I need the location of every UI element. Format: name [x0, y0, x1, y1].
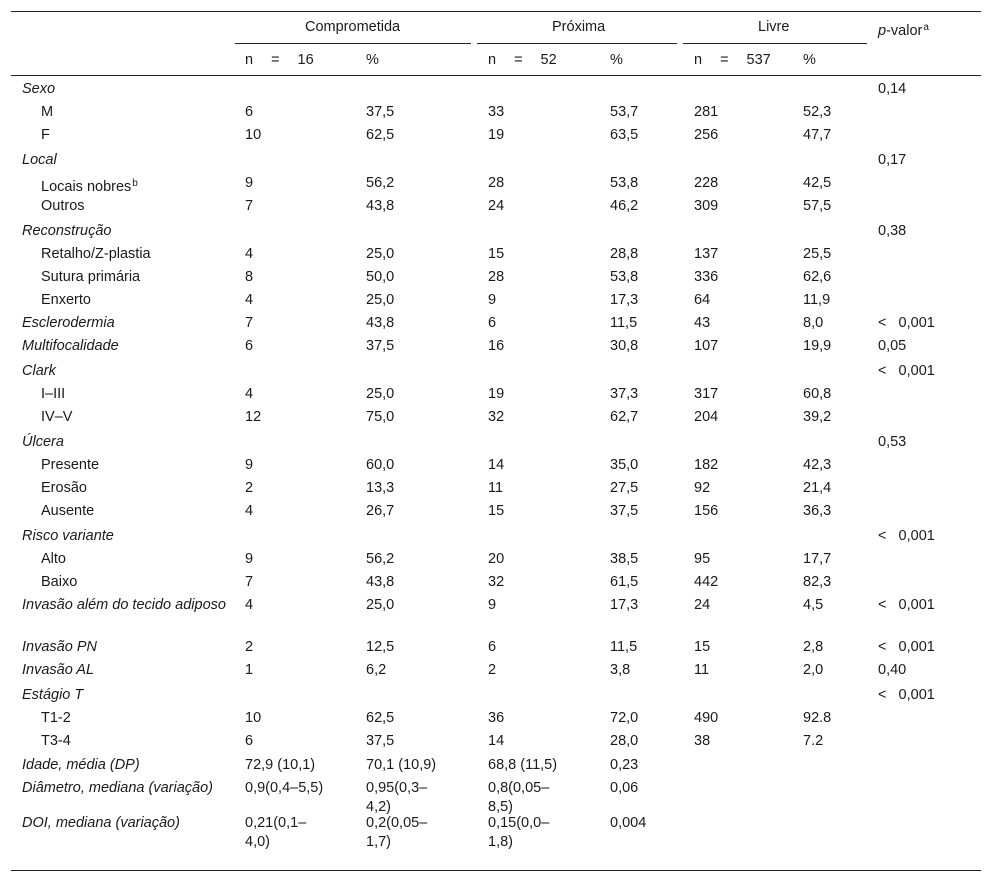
table-cell: 9: [245, 551, 254, 567]
col-group-proxima: Próxima: [552, 19, 606, 35]
table-cell: 14: [488, 733, 505, 749]
table-cell: 0,23: [610, 757, 639, 773]
table-cell: 11: [488, 480, 504, 496]
row-label-text: Reconstrução: [22, 223, 112, 239]
row-label: [41, 268, 140, 287]
row-label: [22, 433, 64, 452]
table-cell: 92.8: [803, 710, 832, 726]
table-cell: 9: [245, 457, 254, 473]
table-cell: 7.2: [803, 733, 824, 749]
table-cell: 1: [245, 662, 254, 678]
row-label: [41, 732, 71, 751]
table-cell: 0,95(0,3–4,2): [366, 780, 428, 815]
row-label: [41, 103, 53, 122]
p-value-cell: < 0,001: [878, 315, 935, 331]
row-label-text: T3-4: [41, 733, 71, 749]
table-cell: 9: [245, 175, 254, 191]
table-cell: 37,3: [610, 386, 639, 402]
row-label: [22, 362, 56, 381]
table-cell: 62,6: [803, 269, 832, 285]
table-cell: 6: [245, 338, 254, 354]
table-cell: 0,15(0,0–1,8): [488, 815, 550, 850]
table-cell: 26,7: [366, 503, 395, 519]
row-label-text: Esclerodermia: [22, 315, 115, 331]
table-cell: 27,5: [610, 480, 639, 496]
table-cell: 10: [245, 710, 262, 726]
p-value-cell: 0,40: [878, 662, 907, 678]
table-cell: 19: [488, 127, 505, 143]
table-cell: 2,8: [803, 639, 824, 655]
table-cell: 21,4: [803, 480, 832, 496]
table-cell: 63,5: [610, 127, 639, 143]
row-label-text: Estágio T: [22, 687, 84, 703]
table-cell: 53,7: [610, 104, 639, 120]
table-cell: 64: [694, 292, 711, 308]
row-label-text: IV–V: [41, 409, 73, 425]
row-label-text: I–III: [41, 386, 66, 402]
table-cell: 107: [694, 338, 719, 354]
row-label: [41, 126, 50, 145]
table-cell: 37,5: [366, 104, 395, 120]
row-label: [22, 638, 97, 657]
table-cell: 281: [694, 104, 719, 120]
table-cell: 6: [245, 104, 254, 120]
table-cell: 24: [694, 597, 711, 613]
table-cell: 28,8: [610, 246, 639, 262]
table-cell: 25,0: [366, 246, 395, 262]
table-cell: 6: [245, 733, 254, 749]
p-value-cell: 0,14: [878, 81, 907, 97]
p-value-cell: 0,17: [878, 152, 907, 168]
n-header-proxima: n = 52: [488, 52, 557, 68]
row-label-text: Alto: [41, 551, 66, 567]
footnote-marker: b: [132, 178, 138, 189]
row-label-text: Risco variante: [22, 528, 114, 544]
table-cell: 35,0: [610, 457, 639, 473]
table-cell: 36: [488, 710, 505, 726]
row-label: [41, 408, 72, 427]
table-cell: 2: [488, 662, 497, 678]
table-cell: 28: [488, 175, 505, 191]
table-cell: 7: [245, 574, 254, 590]
table-cell: 60,0: [366, 457, 395, 473]
row-label: [41, 291, 91, 310]
table-cell: 4: [245, 292, 254, 308]
row-label-text: Locais nobres: [41, 179, 132, 195]
table-cell: 6: [488, 639, 497, 655]
row-label: [22, 314, 115, 333]
row-label: [41, 573, 77, 592]
row-label: [22, 756, 140, 775]
row-label-text: Úlcera: [22, 434, 64, 450]
table-cell: 442: [694, 574, 719, 590]
p-value-cell: < 0,001: [878, 597, 935, 613]
table-cell: 28: [488, 269, 505, 285]
row-label-text: Multifocalidade: [22, 338, 119, 354]
table-cell: 256: [694, 127, 719, 143]
table-cell: 317: [694, 386, 719, 402]
row-label-text: Clark: [22, 363, 56, 379]
p-value-cell: 0,53: [878, 434, 907, 450]
row-label-text: Invasão além do tecido adiposo: [22, 597, 226, 613]
row-label: [22, 779, 227, 798]
table-cell: 46,2: [610, 198, 639, 214]
table-cell: 309: [694, 198, 719, 214]
table-cell: 6: [488, 315, 497, 331]
table-cell: 15: [694, 639, 711, 655]
table-cell: 92: [694, 480, 711, 496]
p-value-cell: < 0,001: [878, 363, 935, 379]
table-cell: 43,8: [366, 574, 395, 590]
table-cell: 4,5: [803, 597, 824, 613]
row-label: [22, 527, 114, 546]
row-label-text: Idade, média (DP): [22, 757, 140, 773]
row-label: [22, 661, 94, 680]
table-cell: 43,8: [366, 198, 395, 214]
table-cell: 33: [488, 104, 505, 120]
table-cell: 70,1 (10,9): [366, 757, 437, 773]
col-pvalue-header: p-valor$^a$: [878, 22, 929, 39]
table-cell: 42,3: [803, 457, 832, 473]
table-cell: 0,8(0,05–8,5): [488, 780, 550, 815]
row-label-text: Sutura primária: [41, 269, 141, 285]
row-label: [22, 80, 55, 99]
pct-header-comprometida: %: [366, 52, 379, 68]
row-label: [41, 385, 65, 404]
table-cell: 490: [694, 710, 719, 726]
table-cell: 9: [488, 597, 497, 613]
table-cell: 37,5: [366, 733, 395, 749]
table-cell: 50,0: [366, 269, 395, 285]
table-cell: 137: [694, 246, 719, 262]
table-cell: 61,5: [610, 574, 639, 590]
table-cell: 11,9: [803, 292, 831, 308]
row-label-text: Baixo: [41, 574, 78, 590]
table-cell: 57,5: [803, 198, 832, 214]
header-rule: [11, 75, 981, 76]
table-cell: 75,0: [366, 409, 395, 425]
table-cell: 2,0: [803, 662, 824, 678]
table-cell: 204: [694, 409, 719, 425]
row-label: [22, 337, 119, 356]
row-label-text: Retalho/Z-plastia: [41, 246, 151, 262]
table-cell: 2: [245, 639, 254, 655]
table-cell: 62,7: [610, 409, 639, 425]
table-cell: 24: [488, 198, 505, 214]
top-rule: [11, 11, 981, 12]
table-cell: 47,7: [803, 127, 832, 143]
table-cell: 37,5: [610, 503, 639, 519]
table-cell: 6,2: [366, 662, 387, 678]
table-cell: 336: [694, 269, 719, 285]
table-cell: 14: [488, 457, 505, 473]
table-cell: 25,0: [366, 292, 395, 308]
row-label-text: DOI, mediana (variação): [22, 815, 180, 831]
p-value-cell: < 0,001: [878, 639, 935, 655]
table-cell: 62,5: [366, 710, 395, 726]
table-cell: 16: [488, 338, 505, 354]
row-label-text: Erosão: [41, 480, 87, 496]
table-cell: 15: [488, 503, 505, 519]
row-label-text: Diâmetro, mediana (variação): [22, 780, 213, 796]
table-cell: 4: [245, 246, 254, 262]
table-cell: 43,8: [366, 315, 395, 331]
table-cell: 72,9 (10,1): [245, 757, 316, 773]
row-label: [41, 174, 138, 197]
row-label-text: Ausente: [41, 503, 95, 519]
group-underline-proxima: [477, 43, 677, 44]
table-cell: 39,2: [803, 409, 832, 425]
table-cell: 62,5: [366, 127, 395, 143]
table-cell: 43: [694, 315, 711, 331]
p-value-cell: 0,38: [878, 223, 907, 239]
table-cell: 25,0: [366, 597, 395, 613]
table-cell: 72,0: [610, 710, 639, 726]
table-cell: 38,5: [610, 551, 639, 567]
table-cell: 7: [245, 315, 254, 331]
table-cell: 4: [245, 386, 254, 402]
table-cell: 0,2(0,05–1,7): [366, 815, 428, 850]
table-cell: 20: [488, 551, 505, 567]
table-cell: 11: [694, 662, 710, 678]
table-cell: 19,9: [803, 338, 832, 354]
col-group-comprometida: Comprometida: [305, 19, 401, 35]
table-cell: 228: [694, 175, 719, 191]
row-label-text: Local: [22, 152, 57, 168]
row-label-text: Presente: [41, 457, 100, 473]
p-value-cell: < 0,001: [878, 687, 935, 703]
table-cell: 4: [245, 597, 254, 613]
row-label: [22, 814, 227, 833]
table-cell: 32: [488, 574, 505, 590]
table-cell: 42,5: [803, 175, 832, 191]
row-label-text: Sexo: [22, 81, 56, 97]
row-label-text: M: [41, 104, 54, 120]
row-label-text: Enxerto: [41, 292, 91, 308]
n-header-comprometida: n = 16: [245, 52, 314, 68]
p-value-cell: < 0,001: [878, 528, 935, 544]
pct-header-livre: %: [803, 52, 816, 68]
table-cell: 12,5: [366, 639, 395, 655]
table-cell: 8: [245, 269, 254, 285]
row-label: [41, 479, 87, 498]
row-label: [22, 686, 83, 705]
table-cell: 95: [694, 551, 711, 567]
row-label: [22, 222, 111, 241]
table-cell: 36,3: [803, 503, 832, 519]
row-label: [41, 709, 71, 728]
pct-header-proxima: %: [610, 52, 623, 68]
table-cell: 10: [245, 127, 262, 143]
table-cell: 156: [694, 503, 719, 519]
table-cell: 17,3: [610, 292, 639, 308]
table-cell: 0,21(0,1–4,0): [245, 815, 307, 850]
table-cell: 32: [488, 409, 505, 425]
row-label-text: Invasão PN: [22, 639, 97, 655]
table-cell: 56,2: [366, 551, 395, 567]
row-label: [41, 245, 151, 264]
p-value-cell: 0,05: [878, 338, 907, 354]
table-cell: 9: [488, 292, 497, 308]
col-group-livre: Livre: [758, 19, 790, 35]
table-cell: 4: [245, 503, 254, 519]
table-cell: 7: [245, 198, 254, 214]
table-cell: 25,5: [803, 246, 832, 262]
row-label-text: Outros: [41, 198, 85, 214]
table-cell: 19: [488, 386, 505, 402]
table-cell: 28,0: [610, 733, 639, 749]
table-cell: 11,5: [610, 315, 638, 331]
table-cell: 56,2: [366, 175, 395, 191]
group-underline-comprometida: [235, 43, 471, 44]
table-cell: 2: [245, 480, 254, 496]
row-label: [41, 197, 85, 216]
row-label-text: F: [41, 127, 50, 143]
table-cell: 0,004: [610, 815, 647, 831]
row-label: [22, 151, 57, 170]
table-cell: 11,5: [610, 639, 638, 655]
table-cell: 52,3: [803, 104, 832, 120]
table-cell: 82,3: [803, 574, 832, 590]
n-header-livre: n = 537: [694, 52, 771, 68]
row-label-text: Invasão AL: [22, 662, 95, 678]
group-underline-livre: [683, 43, 867, 44]
table-cell: 17,7: [803, 551, 832, 567]
table-cell: 68,8 (11,5): [488, 757, 558, 773]
row-label: [41, 502, 94, 521]
row-label-text: T1-2: [41, 710, 71, 726]
table-cell: 60,8: [803, 386, 832, 402]
table-cell: 15: [488, 246, 505, 262]
table-cell: 3,8: [610, 662, 631, 678]
row-label: [22, 596, 227, 615]
table-cell: 0,06: [610, 780, 639, 796]
table-cell: 8,0: [803, 315, 824, 331]
table-cell: 37,5: [366, 338, 395, 354]
table-cell: 38: [694, 733, 711, 749]
table-cell: 25,0: [366, 386, 395, 402]
table-cell: 53,8: [610, 175, 639, 191]
table-cell: 182: [694, 457, 719, 473]
table-cell: 0,9(0,4–5,5): [245, 780, 324, 796]
row-label: [41, 550, 66, 569]
row-label: [41, 456, 99, 475]
bottom-rule: [11, 870, 981, 871]
table-cell: 53,8: [610, 269, 639, 285]
table-cell: 13,3: [366, 480, 395, 496]
table-cell: 17,3: [610, 597, 639, 613]
table-cell: 30,8: [610, 338, 639, 354]
table-cell: 12: [245, 409, 262, 425]
